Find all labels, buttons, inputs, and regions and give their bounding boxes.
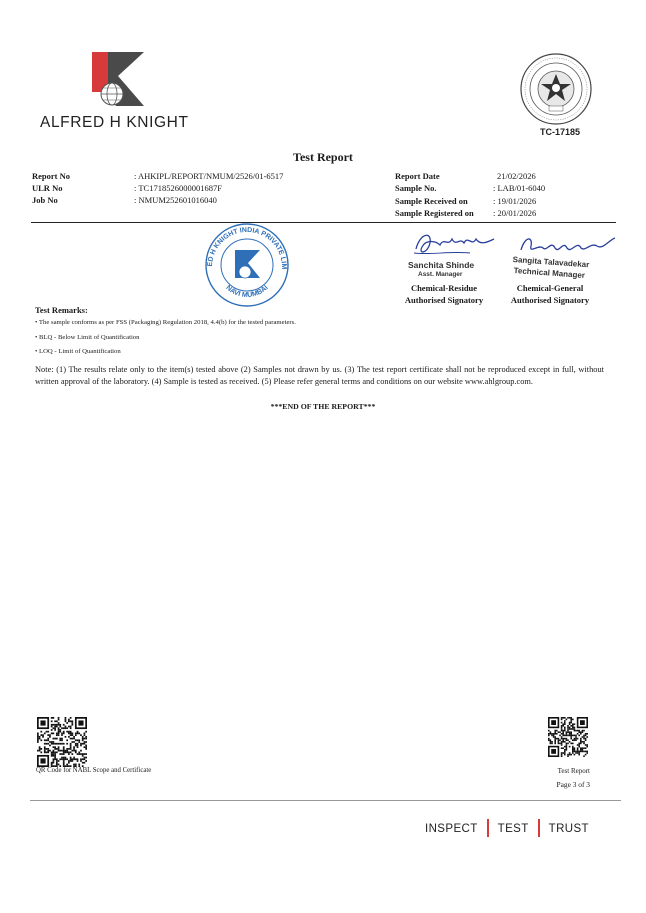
stamp-arc-bottom-text: NAVI MUMBAI [224, 284, 270, 300]
end-of-report: ***END OF THE REPORT*** [270, 402, 376, 411]
tagline-word: TEST [497, 823, 529, 836]
footer-divider [30, 800, 621, 801]
header-divider [31, 222, 616, 223]
note-text: Note: (1) The results relate only to the item(s) tested above (2) Samples not drawn by us. (3) The test report certificate shall not be reproduced except in full, without written approval of the laboratory. (4) Sample is tested as received. (5) Please refer general terms and conditions on our website www.ahlgroup.com. [35, 365, 604, 386]
report-date-value: 21/02/2026 [497, 171, 536, 181]
ahk-logo-icon [88, 50, 148, 108]
signatory-1-designation: Asst. Manager [418, 271, 463, 278]
report-date-label: Report Date [395, 171, 440, 181]
qr-code-icon [548, 717, 588, 757]
tagline-word: INSPECT [425, 823, 478, 836]
sample-no-value: : LAB/01-6040 [493, 183, 546, 193]
nabl-accreditation-seal-icon [519, 52, 593, 126]
report-no-value: : AHKIPL/REPORT/NMUM/2526/01-6517 [134, 171, 284, 181]
company-stamp-icon [198, 222, 296, 308]
remark-item: • BLQ - Below Limit of Quantification [35, 334, 140, 341]
footer-label: Test Report [557, 767, 590, 775]
sample-received-value: : 19/01/2026 [493, 196, 537, 206]
sample-received-label: Sample Received on [395, 196, 468, 206]
signatory-1-department: Chemical-Residue [410, 283, 478, 293]
sample-registered-value: : 20/01/2026 [493, 208, 537, 218]
report-no-label: Report No [32, 171, 71, 181]
ulr-no-value: : TC1718526000001687F [134, 183, 222, 193]
remark-item: • The sample conforms as per FSS (Packaging) Regulation 2018, 4.4(b) for the tested parameters. [35, 319, 296, 326]
signatory-1-role: Authorised Signatory [404, 295, 484, 305]
signatory-2-department: Chemical-General [516, 283, 584, 293]
remarks-title: Test Remarks: [35, 305, 88, 315]
ulr-no-label: ULR No [32, 183, 63, 193]
page-number: Page 3 of 3 [556, 780, 590, 789]
stamp-arc-top-text: ED H KNIGHT INDIA PRIVATE LIM [206, 226, 288, 270]
signatory-1-name: Sanchita Shinde [408, 260, 475, 270]
report-title: Test Report [293, 150, 353, 164]
job-no-value: : NMUM252601016040 [134, 195, 217, 205]
tagline-separator [487, 819, 489, 837]
sample-registered-label: Sample Registered on [395, 208, 474, 218]
brand-name: ALFRED H KNIGHT [40, 114, 189, 131]
signatory-2-role: Authorised Signatory [510, 295, 590, 305]
svg-text:NAVI MUMBAI [224, 284, 269, 299]
qr-caption: QR Code for NABL Scope and Certificate [36, 767, 152, 774]
accreditation-certificate-number: TC-17185 [540, 127, 581, 137]
signatory-2-designation: Technical Manager [513, 266, 586, 280]
remark-item: • LOQ - Limit of Quantification [35, 348, 121, 355]
tagline-separator [538, 819, 540, 837]
tagline-word: TRUST [548, 823, 589, 836]
footer-tagline [425, 820, 589, 838]
qr-code-icon [37, 717, 89, 767]
signatory-2-name: Sangita Talavadekar [512, 255, 590, 270]
sample-no-label: Sample No. [395, 183, 437, 193]
signature-icon [410, 225, 500, 260]
job-no-label: Job No [32, 195, 58, 205]
